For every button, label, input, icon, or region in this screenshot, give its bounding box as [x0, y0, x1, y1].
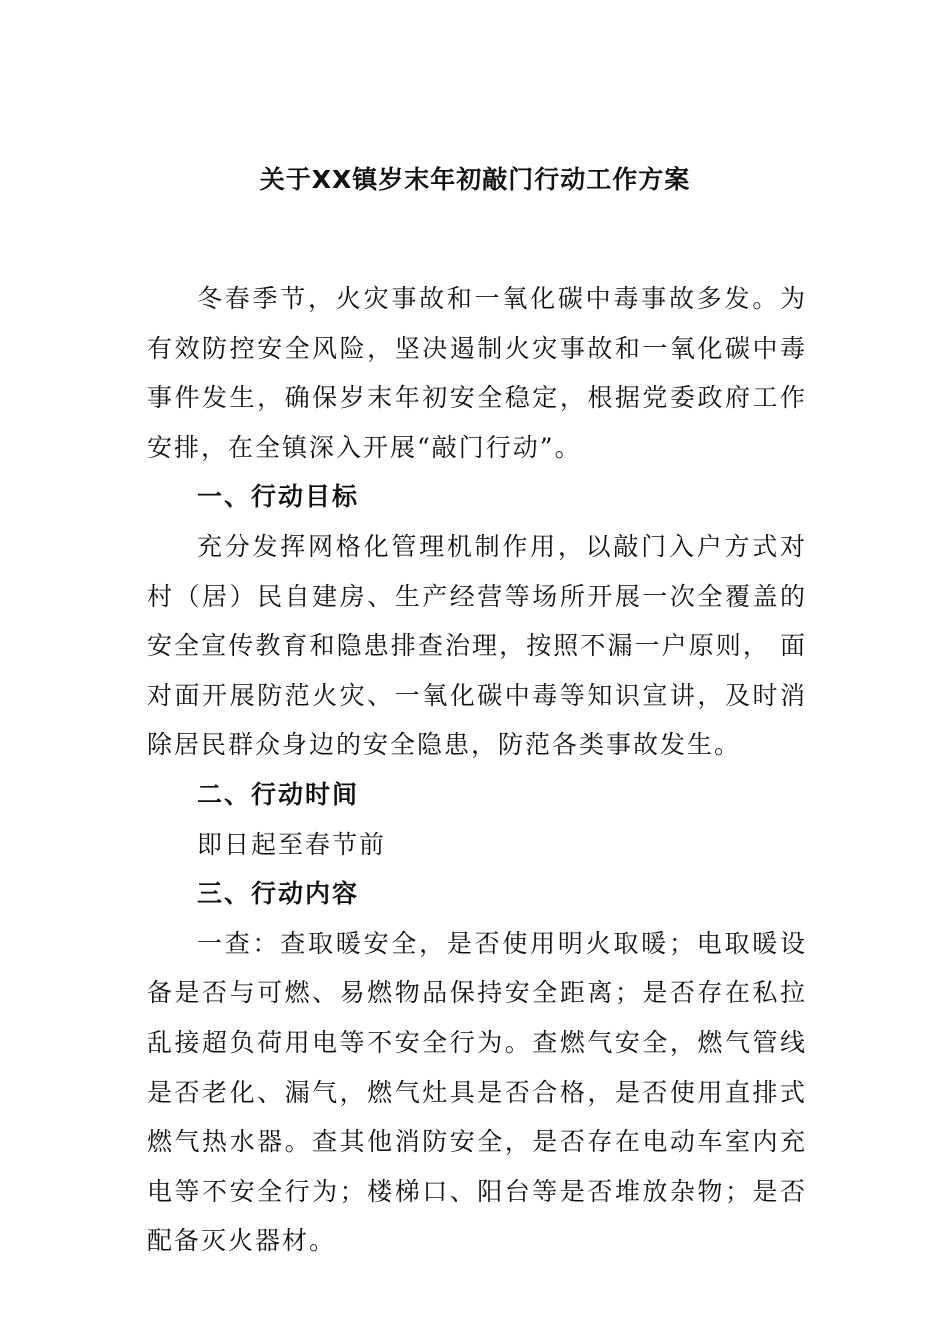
- document-title: 关于XX镇岁末年初敲门行动工作方案: [259, 165, 691, 194]
- section-paragraph-time: 即日起至春节前: [197, 829, 387, 859]
- section-heading-time: 二、行动时间: [197, 779, 360, 809]
- section-paragraph-content: 一查：查取暖安全，是否使用明火取暖；电取暖设备是否与可燃、易燃物品保持安全距离；是否存在私拉乱接超负荷用电等不安全行为。查燃气安全，燃气管线是否老化、漏气，燃气灶具是否合格，是否使用直排式燃气热水器。查其他消防安全，是否存在电动车室内充电等不安全行为；楼梯口、阳台等是否堆放杂物；是否配备灭火器材。: [147, 928, 807, 1256]
- section-heading-content: 三、行动内容: [197, 879, 360, 909]
- section-paragraph-goal: 充分发挥网格化管理机制作用，以敲门入户方式对村（居）民自建房、生产经营等场所开展一次全覆盖的安全宣传教育和隐患排查治理，按照不漏一户原则， 面对面开展防范火灾、一氧化碳中毒等知识宣讲，及时消除居民群众身边的安全隐患，防范各类事故发生。: [147, 531, 807, 760]
- section-heading-goal: 一、行动目标: [197, 482, 360, 512]
- document-body: [147, 274, 807, 1266]
- intro-paragraph: 冬春季节，火灾事故和一氧化碳中毒事故多发。为有效防控安全风险，坚决遏制火灾事故和一氧化碳中毒事件发生，确保岁末年初安全稳定，根据党委政府工作安排，在全镇深入开展“敲门行动”。: [147, 284, 807, 462]
